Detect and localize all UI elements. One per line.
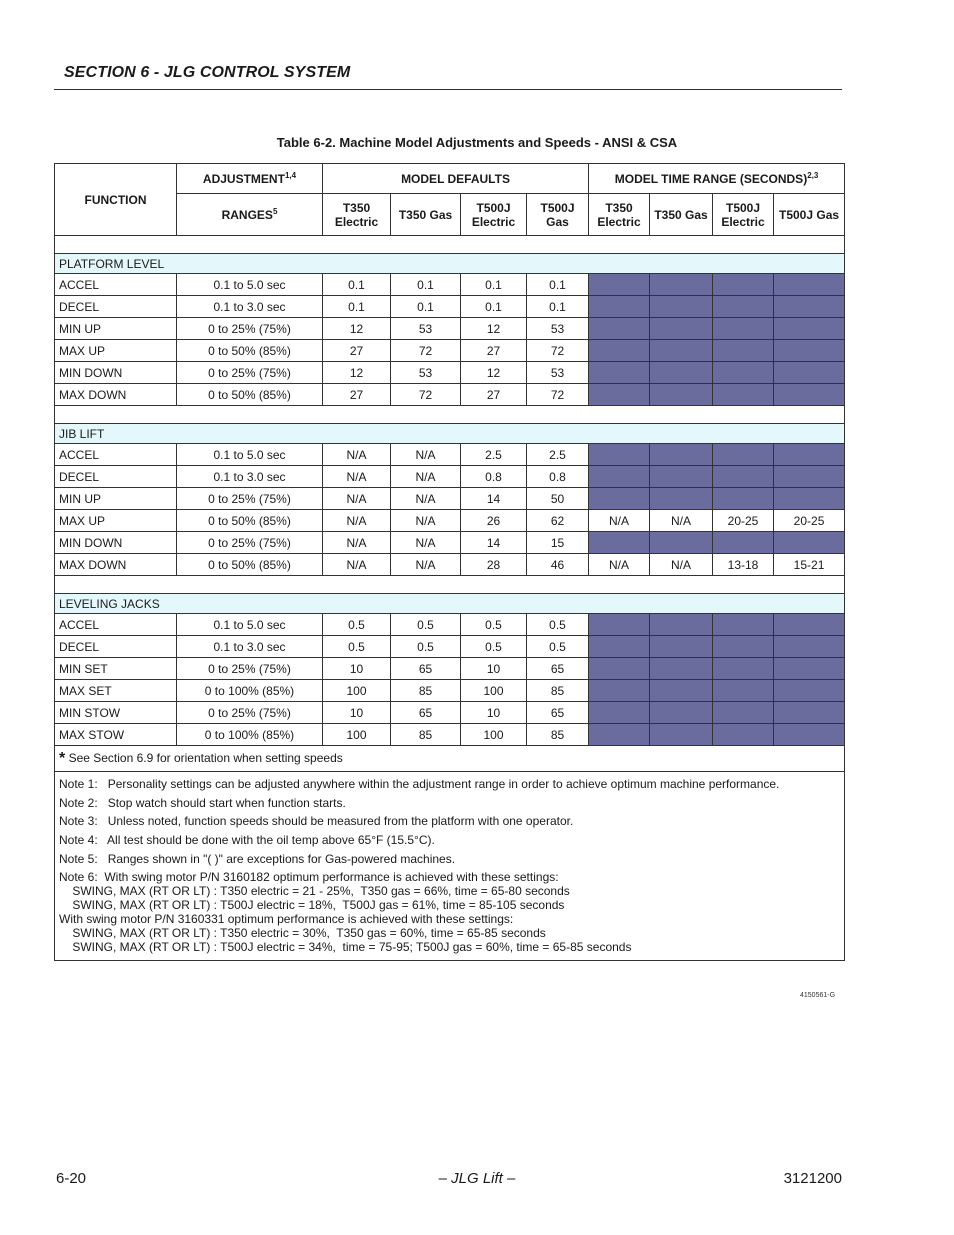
shaded-cell <box>650 274 713 296</box>
shaded-cell <box>650 296 713 318</box>
column-header-line2: Gas <box>546 214 569 229</box>
default-cell: N/A <box>391 444 461 466</box>
default-cell: 50 <box>527 488 589 510</box>
default-cell: 0.1 <box>391 296 461 318</box>
default-cell: N/A <box>391 554 461 576</box>
default-cell: 46 <box>527 554 589 576</box>
shaded-cell <box>650 702 713 724</box>
note-line: Note 5: Ranges shown in "( )" are exceptions for Gas-powered machines. <box>59 851 456 866</box>
shaded-cell <box>713 702 774 724</box>
default-cell: 12 <box>323 318 391 340</box>
table-row <box>55 724 845 746</box>
default-cell: 0.1 <box>527 274 589 296</box>
table-row <box>55 614 845 636</box>
default-cell: 0.8 <box>527 466 589 488</box>
default-cell: N/A <box>391 488 461 510</box>
function-cell: DECEL <box>55 466 177 488</box>
time-range-cell: 20-25 <box>713 510 774 532</box>
default-cell: 10 <box>323 702 391 724</box>
note-line: Note 2: Stop watch should start when function starts. <box>59 795 346 810</box>
default-cell: 2.5 <box>461 444 527 466</box>
column-header-line2: Electric <box>721 214 765 229</box>
default-cell: 0.5 <box>527 636 589 658</box>
note-line: SWING, MAX (RT OR LT) : T500J electric = 34%, time = 75-95; T500J gas = 60%, time = 65-85 seconds <box>59 940 632 955</box>
shaded-cell <box>774 680 845 702</box>
function-cell: MIN STOW <box>55 702 177 724</box>
shaded-cell <box>589 296 650 318</box>
table-row <box>55 384 845 406</box>
column-header <box>589 194 650 236</box>
default-cell: N/A <box>391 532 461 554</box>
shaded-cell <box>774 636 845 658</box>
star-symbol: * <box>59 750 66 767</box>
function-cell: MIN UP <box>55 318 177 340</box>
time-range-cell: 20-25 <box>774 510 845 532</box>
default-cell: 14 <box>461 488 527 510</box>
function-cell: ACCEL <box>55 444 177 466</box>
shaded-cell <box>774 384 845 406</box>
section-header: SECTION 6 - JLG CONTROL SYSTEM <box>64 64 351 81</box>
range-cell: 0 to 100% (85%) <box>177 724 323 746</box>
function-cell: DECEL <box>55 296 177 318</box>
function-cell: ACCEL <box>55 614 177 636</box>
shaded-cell <box>650 362 713 384</box>
default-cell: 10 <box>461 702 527 724</box>
default-cell: 0.1 <box>527 296 589 318</box>
shaded-cell <box>589 318 650 340</box>
star-note-text: See Section 6.9 for orientation when setting speeds <box>65 751 343 765</box>
table-row <box>55 510 845 532</box>
shaded-cell <box>589 680 650 702</box>
default-cell: N/A <box>323 466 391 488</box>
shaded-cell <box>589 614 650 636</box>
note-line: Note 1: Personality settings can be adjusted anywhere within the adjustment range in order to achieve optimum machine performance. <box>59 777 780 791</box>
default-cell: 100 <box>323 724 391 746</box>
default-cell: 0.1 <box>323 274 391 296</box>
shaded-cell <box>650 724 713 746</box>
range-cell: 0 to 25% (75%) <box>177 658 323 680</box>
shaded-cell <box>774 466 845 488</box>
range-cell: 0 to 50% (85%) <box>177 384 323 406</box>
default-cell: 100 <box>461 680 527 702</box>
column-header <box>650 194 713 236</box>
group-row <box>55 254 845 274</box>
column-header-line1: T500J <box>726 200 761 215</box>
column-header <box>527 194 589 236</box>
range-cell: 0 to 50% (85%) <box>177 554 323 576</box>
spacer-cell <box>55 236 845 254</box>
shaded-cell <box>650 680 713 702</box>
default-cell: 62 <box>527 510 589 532</box>
default-cell: 72 <box>527 384 589 406</box>
shaded-cell <box>650 658 713 680</box>
shaded-cell <box>713 362 774 384</box>
time-range-cell: N/A <box>650 554 713 576</box>
time-range-cell: N/A <box>650 510 713 532</box>
note-line: Note 4: All test should be done with the oil temp above 65°F (15.5°C). <box>59 833 435 848</box>
shaded-cell <box>774 318 845 340</box>
shaded-cell <box>713 340 774 362</box>
function-cell: MIN DOWN <box>55 362 177 384</box>
star-note-row <box>55 746 845 772</box>
default-cell: N/A <box>391 466 461 488</box>
table-title: Table 6-2. Machine Model Adjustments and Speeds - ANSI & CSA <box>276 135 678 150</box>
default-cell: 26 <box>461 510 527 532</box>
table-row <box>55 274 845 296</box>
default-cell: 0.5 <box>461 636 527 658</box>
shaded-cell <box>589 444 650 466</box>
table-row <box>55 444 845 466</box>
note-line: Note 6: With swing motor P/N 3160182 optimum performance is achieved with these settings: <box>59 870 559 885</box>
range-cell: 0 to 25% (75%) <box>177 318 323 340</box>
default-cell: 28 <box>461 554 527 576</box>
default-cell: 10 <box>461 658 527 680</box>
default-cell: 85 <box>391 680 461 702</box>
note-line: SWING, MAX (RT OR LT) : T350 electric = 30%, T350 gas = 60%, time = 65-85 seconds <box>59 926 546 941</box>
adjustments-table <box>54 163 845 961</box>
ranges-header: RANGES$^5$ <box>177 194 323 236</box>
shaded-cell <box>774 340 845 362</box>
default-cell: 0.5 <box>527 614 589 636</box>
page-number: 6-20 <box>56 1170 87 1187</box>
default-cell: 12 <box>323 362 391 384</box>
shaded-cell <box>713 532 774 554</box>
default-cell: 27 <box>461 384 527 406</box>
column-header-line1: T500J <box>476 200 511 215</box>
default-cell: 53 <box>391 362 461 384</box>
table-row <box>55 296 845 318</box>
range-cell: 0 to 100% (85%) <box>177 680 323 702</box>
default-cell: N/A <box>323 532 391 554</box>
spacer-row <box>55 236 845 254</box>
column-header <box>461 194 527 236</box>
range-cell: 0 to 25% (75%) <box>177 362 323 384</box>
default-cell: 0.5 <box>391 636 461 658</box>
range-cell: 0 to 50% (85%) <box>177 510 323 532</box>
default-cell: 0.5 <box>323 614 391 636</box>
group-title: LEVELING JACKS <box>55 594 845 614</box>
default-cell: 0.5 <box>391 614 461 636</box>
default-cell: 65 <box>527 658 589 680</box>
default-cell: 0.1 <box>461 296 527 318</box>
table-row <box>55 702 845 724</box>
shaded-cell <box>650 636 713 658</box>
column-header-line1: T350 <box>342 200 371 215</box>
default-cell: 85 <box>527 724 589 746</box>
column-header <box>323 194 391 236</box>
default-cell: 100 <box>323 680 391 702</box>
note-line: Note 3: Unless noted, function speeds should be measured from the platform with one operator. <box>59 814 574 829</box>
time-range-cell: N/A <box>589 510 650 532</box>
function-cell: MIN UP <box>55 488 177 510</box>
spacer-cell <box>55 406 845 424</box>
range-cell: 0 to 50% (85%) <box>177 340 323 362</box>
default-cell: 12 <box>461 362 527 384</box>
column-header-line2: Electric <box>334 214 379 229</box>
group-title: JIB LIFT <box>55 424 845 444</box>
default-cell: 85 <box>391 724 461 746</box>
note-line: SWING, MAX (RT OR LT) : T500J electric = 18%, T500J gas = 61%, time = 85-105 seconds <box>59 898 565 913</box>
shaded-cell <box>589 274 650 296</box>
function-cell: MIN SET <box>55 658 177 680</box>
spacer-row <box>55 576 845 594</box>
default-cell: 65 <box>391 658 461 680</box>
table-row <box>55 466 845 488</box>
shaded-cell <box>650 532 713 554</box>
shaded-cell <box>713 296 774 318</box>
function-cell: ACCEL <box>55 274 177 296</box>
notes-cell <box>55 772 845 961</box>
shaded-cell <box>774 274 845 296</box>
range-cell: 0 to 25% (75%) <box>177 702 323 724</box>
default-cell: 12 <box>461 318 527 340</box>
document-number: 3121200 <box>783 1170 842 1187</box>
shaded-cell <box>650 466 713 488</box>
column-header <box>774 194 845 236</box>
shaded-cell <box>589 384 650 406</box>
default-cell: 27 <box>323 384 391 406</box>
shaded-cell <box>774 614 845 636</box>
default-cell: N/A <box>323 488 391 510</box>
shaded-cell <box>589 488 650 510</box>
range-cell: 0.1 to 3.0 sec <box>177 296 323 318</box>
shaded-cell <box>713 384 774 406</box>
time-range-header: MODEL TIME RANGE (SECONDS)$^{2,3}$ <box>589 164 845 194</box>
range-cell: 0.1 to 5.0 sec <box>177 444 323 466</box>
footer-brand: – JLG Lift – <box>438 1170 516 1187</box>
table-row <box>55 362 845 384</box>
function-cell: MAX STOW <box>55 724 177 746</box>
table-row <box>55 554 845 576</box>
notes-row <box>55 772 845 961</box>
default-cell: 0.5 <box>323 636 391 658</box>
shaded-cell <box>774 488 845 510</box>
column-header-line1: T500J Gas <box>779 207 840 222</box>
default-cell: 53 <box>527 362 589 384</box>
shaded-cell <box>650 444 713 466</box>
function-header: FUNCTION <box>55 164 177 236</box>
column-header-line1: T350 Gas <box>398 207 453 222</box>
shaded-cell <box>774 444 845 466</box>
group-title: PLATFORM LEVEL <box>55 254 845 274</box>
range-cell: 0 to 25% (75%) <box>177 532 323 554</box>
default-cell: N/A <box>323 554 391 576</box>
shaded-cell <box>713 724 774 746</box>
default-cell: 27 <box>461 340 527 362</box>
default-cell: 0.1 <box>391 274 461 296</box>
shaded-cell <box>589 702 650 724</box>
shaded-cell <box>650 614 713 636</box>
function-cell: MAX UP <box>55 510 177 532</box>
table-row <box>55 318 845 340</box>
table-row <box>55 636 845 658</box>
range-cell: 0.1 to 5.0 sec <box>177 274 323 296</box>
default-cell: N/A <box>391 510 461 532</box>
default-cell: 72 <box>391 340 461 362</box>
default-cell: 100 <box>461 724 527 746</box>
default-cell: 72 <box>391 384 461 406</box>
default-cell: 72 <box>527 340 589 362</box>
shaded-cell <box>713 274 774 296</box>
range-cell: 0.1 to 3.0 sec <box>177 636 323 658</box>
note-line: SWING, MAX (RT OR LT) : T350 electric = 21 - 25%, T350 gas = 66%, time = 65-80 seconds <box>59 884 570 899</box>
table-row <box>55 532 845 554</box>
shaded-cell <box>774 532 845 554</box>
shaded-cell <box>589 532 650 554</box>
column-header-line1: T500J <box>540 200 575 215</box>
shaded-cell <box>650 384 713 406</box>
group-row <box>55 424 845 444</box>
default-cell: 53 <box>527 318 589 340</box>
spacer-row <box>55 406 845 424</box>
function-cell: DECEL <box>55 636 177 658</box>
column-header <box>713 194 774 236</box>
default-cell: 0.8 <box>461 466 527 488</box>
shaded-cell <box>650 318 713 340</box>
header-rule <box>54 89 842 90</box>
column-header-line1: T350 Gas <box>654 207 708 222</box>
shaded-cell <box>650 340 713 362</box>
column-header-line1: T350 <box>605 200 633 215</box>
note-line: With swing motor P/N 3160331 optimum performance is achieved with these settings: <box>59 912 514 927</box>
time-range-cell: 13-18 <box>713 554 774 576</box>
table-row <box>55 680 845 702</box>
shaded-cell <box>589 466 650 488</box>
default-cell: N/A <box>323 444 391 466</box>
default-cell: 0.1 <box>323 296 391 318</box>
shaded-cell <box>713 614 774 636</box>
default-cell: N/A <box>323 510 391 532</box>
column-header-line2: Electric <box>471 214 516 229</box>
shaded-cell <box>774 296 845 318</box>
function-cell: MAX SET <box>55 680 177 702</box>
model-defaults-header: MODEL DEFAULTS <box>323 164 589 194</box>
shaded-cell <box>713 488 774 510</box>
shaded-cell <box>774 724 845 746</box>
shaded-cell <box>713 636 774 658</box>
star-note <box>55 746 845 772</box>
shaded-cell <box>650 488 713 510</box>
shaded-cell <box>713 444 774 466</box>
range-cell: 0.1 to 3.0 sec <box>177 466 323 488</box>
default-cell: 65 <box>527 702 589 724</box>
spacer-cell <box>55 576 845 594</box>
shaded-cell <box>589 636 650 658</box>
shaded-cell <box>589 658 650 680</box>
default-cell: 14 <box>461 532 527 554</box>
figure-id: 4150561-G <box>800 992 836 999</box>
shaded-cell <box>713 658 774 680</box>
default-cell: 27 <box>323 340 391 362</box>
shaded-cell <box>589 340 650 362</box>
default-cell: 0.1 <box>461 274 527 296</box>
default-cell: 53 <box>391 318 461 340</box>
default-cell: 15 <box>527 532 589 554</box>
column-header <box>391 194 461 236</box>
shaded-cell <box>774 362 845 384</box>
range-cell: 0.1 to 5.0 sec <box>177 614 323 636</box>
table-row <box>55 488 845 510</box>
time-range-cell: N/A <box>589 554 650 576</box>
shaded-cell <box>713 318 774 340</box>
table-row <box>55 658 845 680</box>
function-cell: MIN DOWN <box>55 532 177 554</box>
default-cell: 0.5 <box>461 614 527 636</box>
column-header-line2: Electric <box>597 214 641 229</box>
table-row <box>55 340 845 362</box>
default-cell: 65 <box>391 702 461 724</box>
default-cell: 2.5 <box>527 444 589 466</box>
time-range-cell: 15-21 <box>774 554 845 576</box>
shaded-cell <box>713 466 774 488</box>
group-row <box>55 594 845 614</box>
function-cell: MAX DOWN <box>55 384 177 406</box>
shaded-cell <box>774 658 845 680</box>
shaded-cell <box>713 680 774 702</box>
range-cell: 0 to 25% (75%) <box>177 488 323 510</box>
function-cell: MAX UP <box>55 340 177 362</box>
default-cell: 10 <box>323 658 391 680</box>
function-cell: MAX DOWN <box>55 554 177 576</box>
shaded-cell <box>589 362 650 384</box>
shaded-cell <box>774 702 845 724</box>
adjustment-header: ADJUSTMENT$^{1,4}$ <box>177 164 323 194</box>
default-cell: 85 <box>527 680 589 702</box>
shaded-cell <box>589 724 650 746</box>
